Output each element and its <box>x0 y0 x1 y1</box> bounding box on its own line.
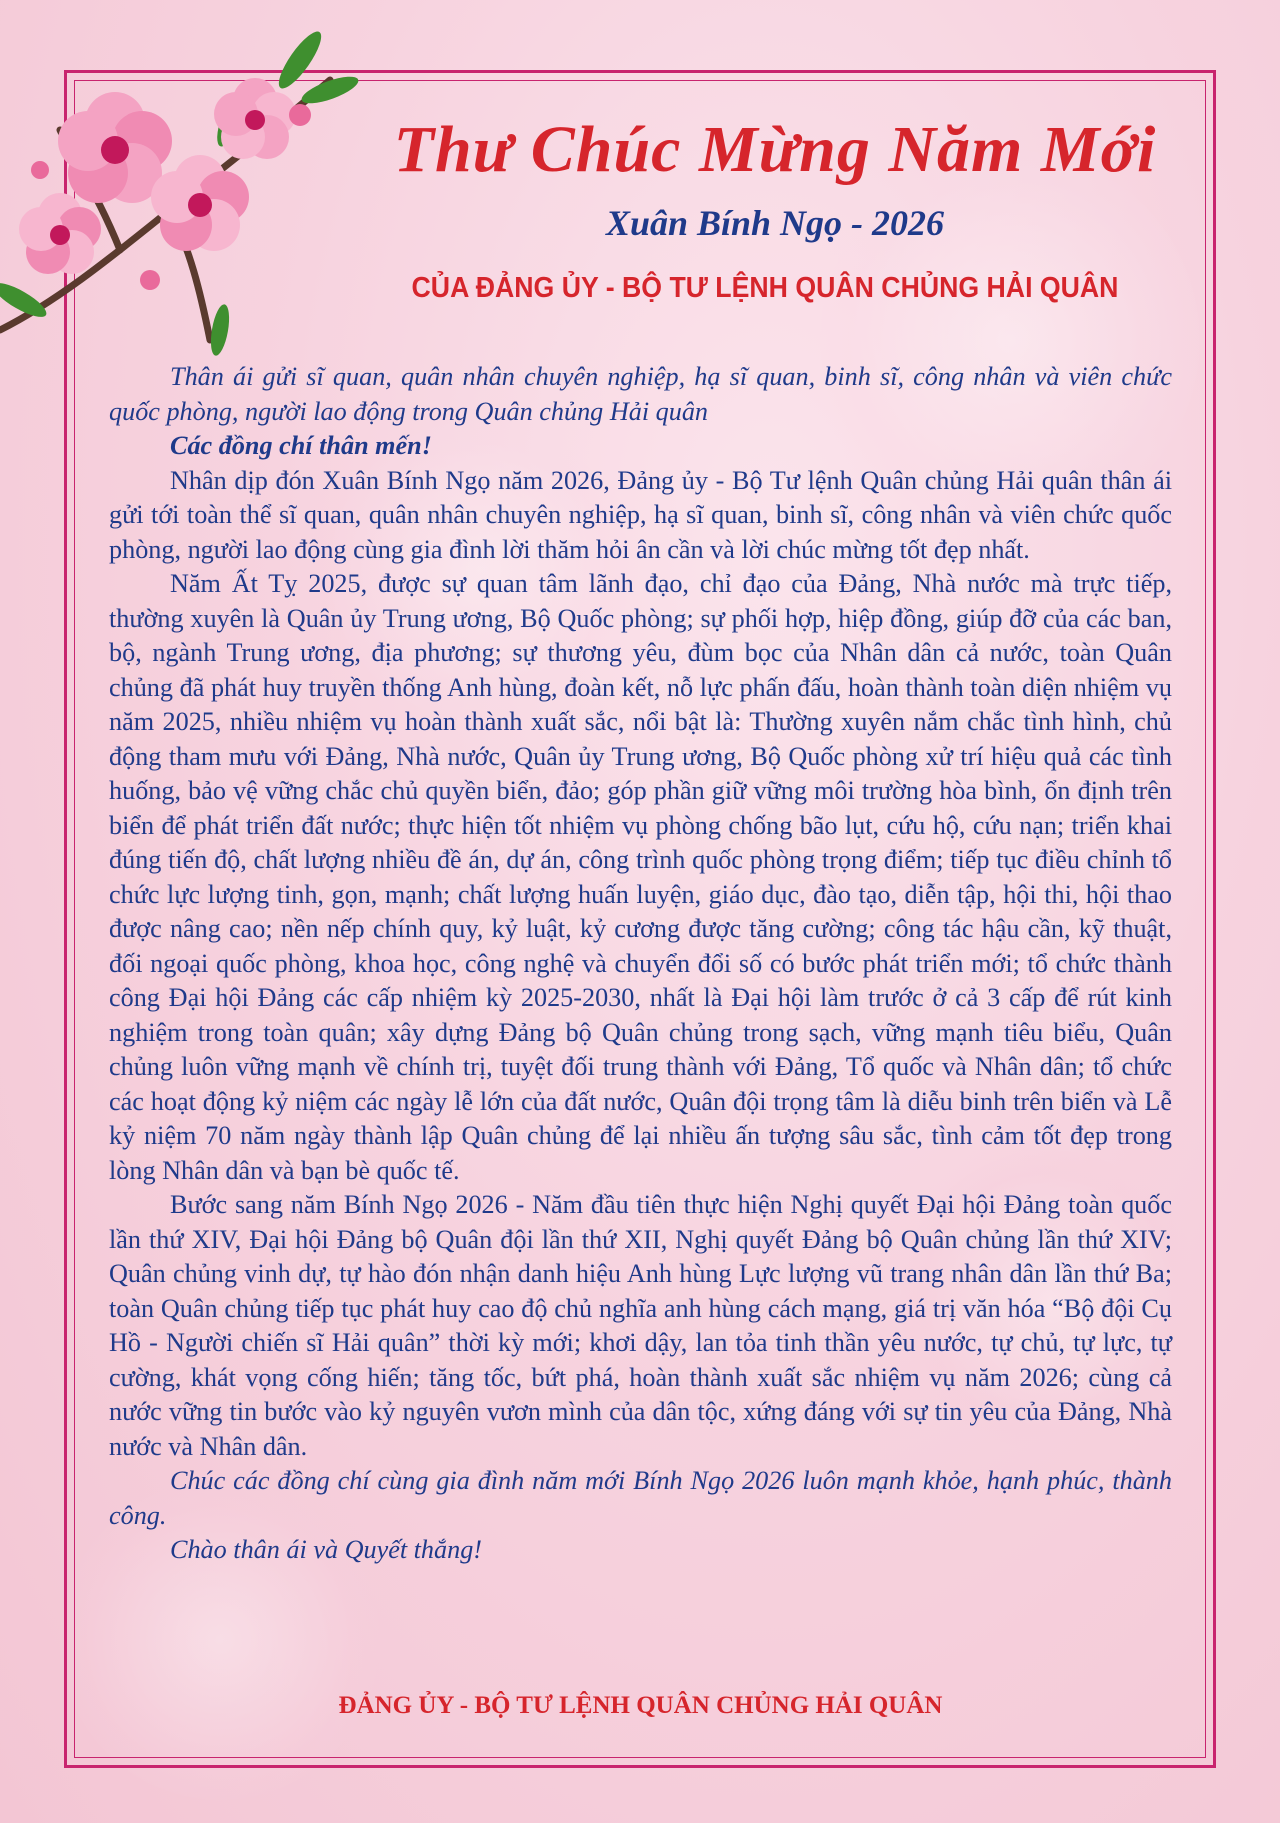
letter-paragraph: Nhân dịp đón Xuân Bính Ngọ năm 2026, Đảng ủy - Bộ Tư lệnh Quân chủng Hải quân thân ái gửi tới toàn thể sĩ quan, quân nhân chuyên nghiệp, hạ sĩ quan, binh sĩ, công nhân và viên chức quốc phòng, người lao động cùng gia đình lời thăm hỏi ân cần và lời chúc mừng tốt đẹp nhất. <box>109 465 1172 564</box>
letter-signature: ĐẢNG ỦY - BỘ TƯ LỆNH QUÂN CHỦNG HẢI QUÂN <box>338 1692 943 1719</box>
page-title: Thư Chúc Mừng Năm Mới <box>393 113 1157 186</box>
letter-addressee: Thân ái gửi sĩ quan, quân nhân chuyên nghiệp, hạ sĩ quan, binh sĩ, công nhân và viên chức quốc phòng, người lao động trong Quân chủng Hải quân <box>109 362 1172 426</box>
organization-heading: CỦA ĐẢNG ỦY - BỘ TƯ LỆNH QUÂN CHỦNG HẢI QUÂN <box>411 272 1119 304</box>
letter-closing: Chào thân ái và Quyết thắng! <box>170 1535 483 1564</box>
letter-paragraph: Bước sang năm Bính Ngọ 2026 - Năm đầu tiên thực hiện Nghị quyết Đại hội Đảng toàn quốc lần thứ XIV, Đại hội Đảng bộ Quân đội lần thứ XII, Nghị quyết Đảng bộ Quân chủng lần thứ XIV; Quân chủng vinh dự, tự hào đón nhận danh hiệu Anh hùng Lực lượng vũ trang nhân dân lần thứ Ba; toàn Quân chủng tiếp tục phát huy cao độ chủ nghĩa anh hùng cách mạng, giá trị văn hóa “Bộ đội Cụ Hồ - Người chiến sĩ Hải quân” thời kỳ mới; khơi dậy, lan tỏa tinh thần yêu nước, tự chủ, tự lực, tự cường, khát vọng cống hiến; tăng tốc, bứt phá, hoàn thành xuất sắc nhiệm vụ năm 2026; cùng cả nước vững tin bước vào kỷ nguyên vươn mình của dân tộc, xứng đáng với sự tin yêu của Đảng, Nhà nước và Nhân dân. <box>109 1190 1172 1461</box>
peach-blossom-icon <box>0 0 370 360</box>
letter-salutation: Các đồng chí thân mến! <box>170 431 432 460</box>
page-subtitle: Xuân Bính Ngọ - 2026 <box>605 203 945 243</box>
letter-body <box>109 360 1172 1568</box>
letter-wishes: Chúc các đồng chí cùng gia đình năm mới Bính Ngọ 2026 luôn mạnh khỏe, hạnh phúc, thành công. <box>109 1466 1172 1530</box>
letter-paragraph: Năm Ất Tỵ 2025, được sự quan tâm lãnh đạo, chỉ đạo của Đảng, Nhà nước mà trực tiếp, thường xuyên là Quân ủy Trung ương, Bộ Quốc phòng; sự phối hợp, hiệp đồng, giúp đỡ của các ban, bộ, ngành Trung ương, địa phương; sự thương yêu, đùm bọc của Nhân dân cả nước, toàn Quân chủng đã phát huy truyền thống Anh hùng, đoàn kết, nỗ lực phấn đấu, hoàn thành toàn diện nhiệm vụ năm 2025, nhiều nhiệm vụ hoàn thành xuất sắc, nổi bật là: Thường xuyên nắm chắc tình hình, chủ động tham mưu với Đảng, Nhà nước, Quân ủy Trung ương, Bộ Quốc phòng xử trí hiệu quả các tình huống, bảo vệ vững chắc chủ quyền biển, đảo; góp phần giữ vững môi trường hòa bình, ổn định trên biển để phát triển đất nước; thực hiện tốt nhiệm vụ phòng chống bão lụt, cứu hộ, cứu nạn; triển khai đúng tiến độ, chất lượng nhiều đề án, dự án, công trình quốc phòng trọng điểm; tiếp tục điều chỉnh tổ chức lực lượng tinh, gọn, mạnh; chất lượng huấn luyện, giáo dục, đào tạo, diễn tập, hội thi, hội thao được nâng cao; nền nếp chính quy, kỷ luật, kỷ cương được tăng cường; công tác hậu cần, kỹ thuật, đối ngoại quốc phòng, khoa học, công nghệ và chuyển đổi số có bước phát triển mới; tổ chức thành công Đại hội Đảng các cấp nhiệm kỳ 2025-2030, nhất là Đại hội làm trước ở cả 3 cấp để rút kinh nghiệm trong toàn quân; xây dựng Đảng bộ Quân chủng trong sạch, vững mạnh tiêu biểu, Quân chủng luôn vững mạnh về chính trị, tuyệt đối trung thành với Đảng, Tổ quốc và Nhân dân; tổ chức các hoạt động kỷ niệm các ngày lễ lớn của đất nước, Quân đội trọng tâm là diễu binh trên biển và Lễ kỷ niệm 70 năm ngày thành lập Quân chủng để lại nhiều ấn tượng sâu sắc, tình cảm tốt đẹp trong lòng Nhân dân và bạn bè quốc tế. <box>109 569 1172 1185</box>
